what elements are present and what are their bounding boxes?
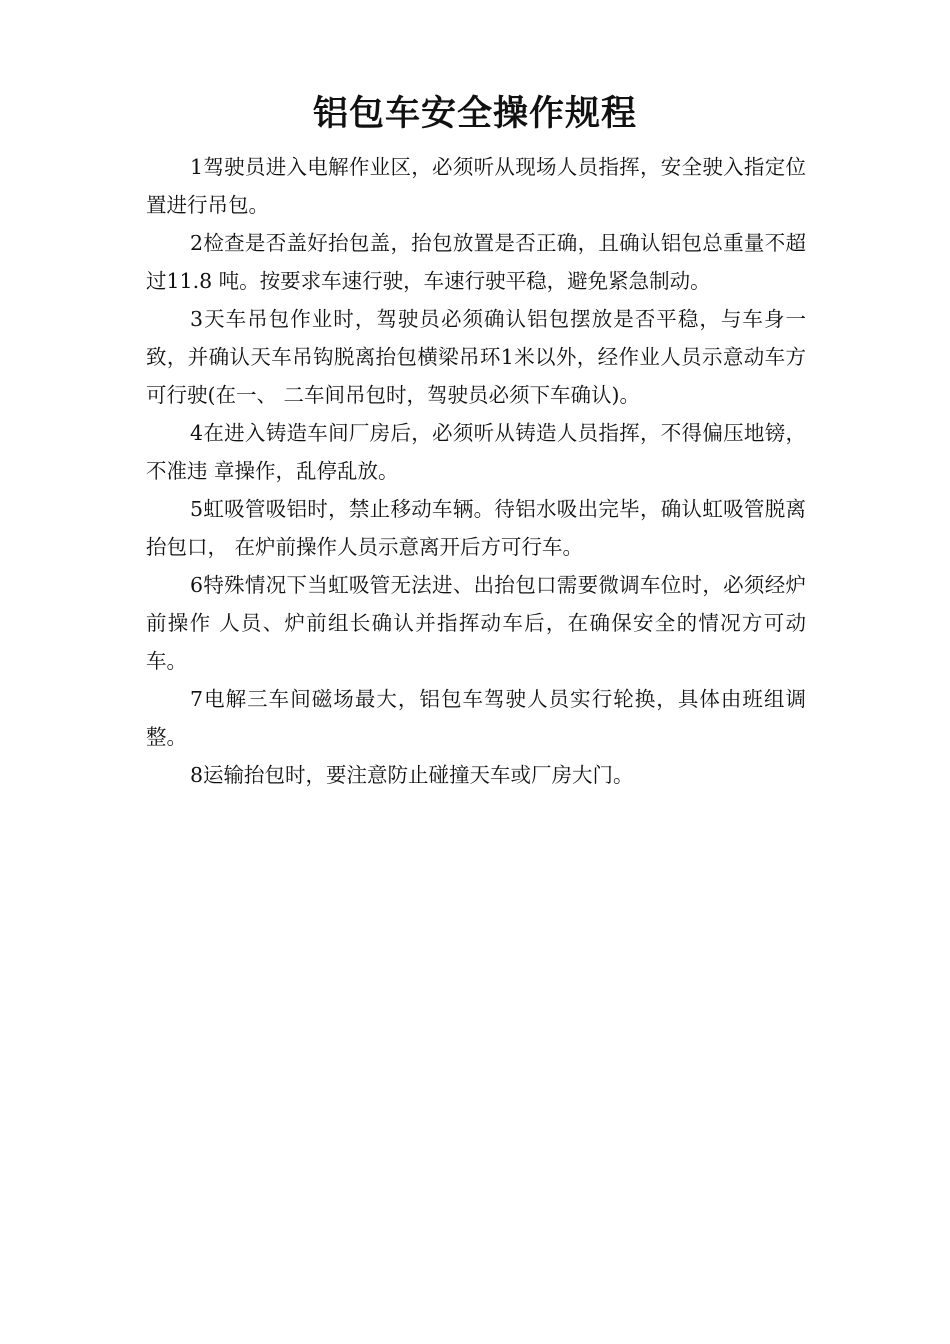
paragraph-6: 6特殊情况下当虹吸管无法进、出抬包口需要微调车位时，必须经炉前操作 人员、炉前组长确认并指挥动车后，在确保安全的情况方可动车。: [146, 573, 806, 673]
paragraph-8: 8运输抬包时，要注意防止碰撞天车或厂房大门。: [190, 763, 634, 787]
paragraph-4: 4在进入铸造车间厂房后，必须听从铸造人员指挥，不得偏压地镑，不准违 章操作，乱停乱放。: [146, 421, 806, 483]
paragraph-2: 2检查是否盖好抬包盖，抬包放置是否正确，且确认铝包总重量不超过11.8 吨。按要求车速行驶，车速行驶平稳，避免紧急制动。: [146, 231, 806, 293]
paragraph-5: 5虹吸管吸铝时，禁止移动车辆。待铝水吸出完毕，确认虹吸管脱离抬包口， 在炉前操作人员示意离开后方可行车。: [146, 497, 806, 559]
page-title: 铝包车安全操作规程: [312, 93, 637, 134]
document-body: [146, 148, 806, 794]
paragraph-3: 3天车吊包作业时，驾驶员必须确认铝包摆放是否平稳，与车身一致，并确认天车吊钩脱离抬包横梁吊环1米以外，经作业人员示意动车方可行驶(在一、 二车间吊包时，驾驶员必须下车确认)。: [146, 307, 806, 407]
paragraph-7: 7电解三车间磁场最大，铝包车驾驶人员实行轮换，具体由班组调整。: [146, 687, 806, 749]
paragraph-1: 1驾驶员进入电解作业区，必须听从现场人员指挥，安全驶入指定位置进行吊包。: [146, 155, 806, 217]
